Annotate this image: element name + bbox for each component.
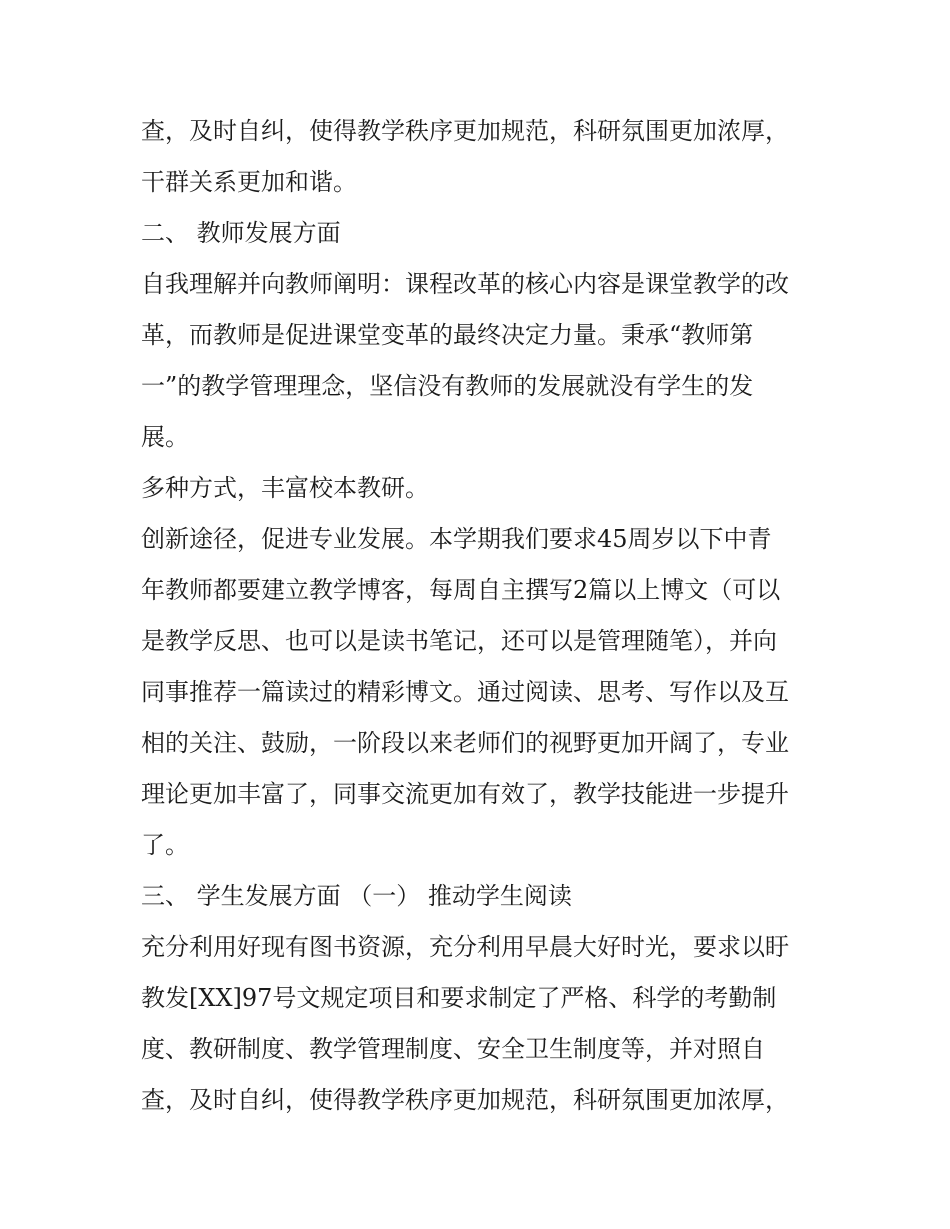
section-heading: 三、 学生发展方面 （一） 推动学生阅读	[141, 882, 572, 910]
text-line: 干群关系更加和谐。	[141, 168, 357, 196]
text-line: 多种方式，丰富校本教研。	[141, 474, 429, 502]
text-line: 查，及时自纠，使得教学秩序更加规范，科研氛围更加浓厚，	[141, 1086, 789, 1114]
text-line: 教发[XX]97号文规定项目和要求制定了严格、科学的考勤制	[141, 984, 777, 1012]
text-line: 年教师都要建立教学博客，每周自主撰写2篇以上博文（可以	[141, 576, 781, 604]
document-body	[141, 106, 821, 1126]
text-line: 革，而教师是促进课堂变革的最终决定力量。秉承“教师第	[141, 321, 754, 349]
text-line: 相的关注、鼓励，一阶段以来老师们的视野更加开阔了，专业	[141, 729, 789, 757]
text-line: 充分利用好现有图书资源，充分利用早晨大好时光，要求以盱	[141, 933, 789, 961]
text-line: 度、教研制度、教学管理制度、安全卫生制度等，并对照自	[141, 1035, 765, 1063]
text-line: 查，及时自纠，使得教学秩序更加规范，科研氛围更加浓厚，	[141, 117, 789, 145]
text-line: 创新途径，促进专业发展。本学期我们要求45周岁以下中青	[141, 525, 772, 553]
text-line: 是教学反思、也可以是读书笔记，还可以是管理随笔），并向	[141, 627, 777, 655]
text-line: 展。	[141, 423, 189, 451]
text-line: 一”的教学管理理念，坚信没有教师的发展就没有学生的发	[141, 372, 754, 400]
text-line: 同事推荐一篇读过的精彩博文。通过阅读、思考、写作以及互	[141, 678, 789, 706]
text-line: 了。	[141, 831, 189, 859]
text-line: 自我理解并向教师阐明：课程改革的核心内容是课堂教学的改	[141, 270, 789, 298]
section-heading: 二、 教师发展方面	[141, 219, 341, 247]
text-line: 理论更加丰富了，同事交流更加有效了，教学技能进一步提升	[141, 780, 789, 808]
